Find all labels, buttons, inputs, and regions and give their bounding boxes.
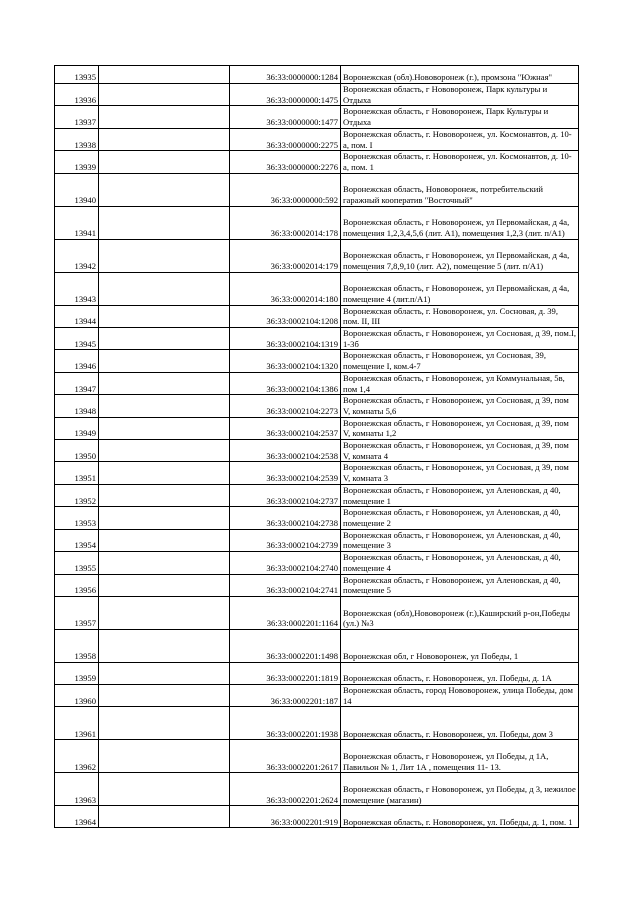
address: Воронежская область, г Нововоронеж, Парк культуры и Отдыха (341, 84, 579, 106)
table-row (55, 417, 579, 439)
row-number: 13960 (55, 684, 99, 706)
address: Воронежская область, г Нововоронеж, ул Сосновая, д 39, пом V, комната 3 (341, 462, 579, 484)
address: Воронежская область, г Нововоронеж, ул Первомайская, д 4а, помещение 4 (лит.п/А1) (341, 272, 579, 305)
table-row (55, 128, 579, 150)
row-number: 13952 (55, 484, 99, 506)
address: Воронежская область, г. Нововоронеж, ул. Победы, д. 1, пом. 1 (341, 806, 579, 828)
cadastral-number: 36:33:0002104:2273 (230, 395, 341, 417)
address: Воронежская область, г. Нововоронеж, ул. Сосновая, д. 39, пом. II, III (341, 305, 579, 327)
row-number: 13942 (55, 239, 99, 272)
row-number: 13943 (55, 272, 99, 305)
cadastral-number: 36:33:0002104:1319 (230, 328, 341, 350)
row-number: 13953 (55, 507, 99, 529)
cadastral-number: 36:33:0002201:2617 (230, 740, 341, 773)
table-row (55, 707, 579, 740)
row-number: 13938 (55, 128, 99, 150)
address: Воронежская область, г Нововоронеж, ул Первомайская, д 4а, помещения 7,8,9,10 (лит. А2), помещение 5 (лит. п/А1) (341, 239, 579, 272)
empty-cell (99, 417, 230, 439)
table-row (55, 574, 579, 596)
empty-cell (99, 239, 230, 272)
address: Воронежская область, г Нововоронеж, ул Аленовская, д 40, помещение 4 (341, 552, 579, 574)
row-number: 13954 (55, 529, 99, 551)
table-row (55, 206, 579, 239)
empty-cell (99, 507, 230, 529)
address: Воронежская область, г Нововоронеж, ул Аленовская, д 40, помещение 2 (341, 507, 579, 529)
empty-cell (99, 350, 230, 372)
cadastral-number: 36:33:0002104:2738 (230, 507, 341, 529)
address: Воронежская область, г Нововоронеж, ул Аленовская, д 40, помещение 1 (341, 484, 579, 506)
empty-cell (99, 372, 230, 394)
address: Воронежская область, г Нововоронеж, ул Сосновая, д 39, пом V, комнаты 1,2 (341, 417, 579, 439)
cadastral-number: 36:33:0002014:178 (230, 206, 341, 239)
table-row (55, 106, 579, 128)
table-row (55, 507, 579, 529)
table-row (55, 484, 579, 506)
table-row (55, 328, 579, 350)
cadastral-number: 36:33:0002104:1386 (230, 372, 341, 394)
cadastral-number: 36:33:0002104:2537 (230, 417, 341, 439)
row-number: 13946 (55, 350, 99, 372)
row-number: 13939 (55, 151, 99, 173)
empty-cell (99, 552, 230, 574)
cadastral-number: 36:33:0002104:1320 (230, 350, 341, 372)
cadastral-number: 36:33:0002104:2740 (230, 552, 341, 574)
cadastral-number: 36:33:0002201:187 (230, 684, 341, 706)
row-number: 13950 (55, 440, 99, 462)
cadastral-number: 36:33:0002104:2539 (230, 462, 341, 484)
address: Воронежская обл, г Нововоронеж, ул Победы, 1 (341, 629, 579, 662)
row-number: 13949 (55, 417, 99, 439)
cadastral-number: 36:33:0002104:2741 (230, 574, 341, 596)
empty-cell (99, 707, 230, 740)
cadastral-number: 36:33:0002104:2737 (230, 484, 341, 506)
row-number: 13937 (55, 106, 99, 128)
empty-cell (99, 305, 230, 327)
empty-cell (99, 84, 230, 106)
cadastral-number: 36:33:0002201:1164 (230, 596, 341, 629)
row-number: 13961 (55, 707, 99, 740)
row-number: 13962 (55, 740, 99, 773)
empty-cell (99, 806, 230, 828)
cadastral-number: 36:33:0002104:2538 (230, 440, 341, 462)
empty-cell (99, 328, 230, 350)
empty-cell (99, 66, 230, 84)
cadastral-number: 36:33:0000000:2275 (230, 128, 341, 150)
cadastral-number: 36:33:0002104:2739 (230, 529, 341, 551)
empty-cell (99, 773, 230, 806)
empty-cell (99, 684, 230, 706)
empty-cell (99, 462, 230, 484)
table-row (55, 552, 579, 574)
empty-cell (99, 106, 230, 128)
address: Воронежская область, г Нововоронеж, ул Аленовская, д 40, помещение 5 (341, 574, 579, 596)
empty-cell (99, 740, 230, 773)
table-row (55, 84, 579, 106)
row-number: 13959 (55, 662, 99, 684)
empty-cell (99, 440, 230, 462)
table-row (55, 806, 579, 828)
property-registry-table (54, 65, 579, 828)
empty-cell (99, 173, 230, 206)
address: Воронежская область, г Нововоронеж, ул Победы, д 3, нежилое помещение (магазин) (341, 773, 579, 806)
cadastral-number: 36:33:0002104:1208 (230, 305, 341, 327)
empty-cell (99, 484, 230, 506)
row-number: 13955 (55, 552, 99, 574)
row-number: 13947 (55, 372, 99, 394)
cadastral-number: 36:33:0000000:2276 (230, 151, 341, 173)
empty-cell (99, 272, 230, 305)
address: Воронежская область, г Нововоронеж, ул Сосновая, д 39, пом V, комнаты 5,6 (341, 395, 579, 417)
table-row (55, 66, 579, 84)
empty-cell (99, 662, 230, 684)
address: Воронежская область, город Нововоронеж, улица Победы, дом 14 (341, 684, 579, 706)
table-row (55, 684, 579, 706)
table-row (55, 629, 579, 662)
address: Воронежская (обл),Нововоронеж (г.),Каширский р-он,Победы (ул.) №3 (341, 596, 579, 629)
cadastral-number: 36:33:0002201:1498 (230, 629, 341, 662)
row-number: 13956 (55, 574, 99, 596)
row-number: 13936 (55, 84, 99, 106)
table-row (55, 350, 579, 372)
empty-cell (99, 151, 230, 173)
cadastral-number: 36:33:0000000:1475 (230, 84, 341, 106)
cadastral-number: 36:33:0002014:179 (230, 239, 341, 272)
empty-cell (99, 596, 230, 629)
address: Воронежская область, г Нововоронеж, ул Сосновая, 39, помещение I, ком.4-7 (341, 350, 579, 372)
cadastral-number: 36:33:0000000:1284 (230, 66, 341, 84)
empty-cell (99, 395, 230, 417)
row-number: 13964 (55, 806, 99, 828)
row-number: 13951 (55, 462, 99, 484)
row-number: 13963 (55, 773, 99, 806)
empty-cell (99, 128, 230, 150)
address: Воронежская область, г. Нововоронеж, ул. Космонавтов, д. 10-а, пом. I (341, 128, 579, 150)
table-row (55, 395, 579, 417)
address: Воронежская область, г Нововоронеж, ул Победы, д 1А, Павильон № 1, Лит 1А , помещения 11- 13. (341, 740, 579, 773)
address: Воронежская область, г Нововоронеж, Парк Культуры и Отдыха (341, 106, 579, 128)
table-row (55, 740, 579, 773)
row-number: 13957 (55, 596, 99, 629)
address: Воронежская область, г Нововоронеж, ул Коммунальная, 5в, пом 1,4 (341, 372, 579, 394)
registry-sheet (54, 65, 578, 828)
table-row (55, 662, 579, 684)
row-number: 13935 (55, 66, 99, 84)
cadastral-number: 36:33:0000000:592 (230, 173, 341, 206)
address: Воронежская (обл).Нововоронеж (г.), промзона "Южная" (341, 66, 579, 84)
table-row (55, 372, 579, 394)
empty-cell (99, 574, 230, 596)
cadastral-number: 36:33:0002014:180 (230, 272, 341, 305)
cadastral-number: 36:33:0002201:919 (230, 806, 341, 828)
address: Воронежская область, г. Нововоронеж, ул. Космонавтов, д. 10-а, пом. 1 (341, 151, 579, 173)
table-row (55, 305, 579, 327)
row-number: 13941 (55, 206, 99, 239)
table-row (55, 529, 579, 551)
row-number: 13948 (55, 395, 99, 417)
address: Воронежская область, г Нововоронеж, ул Аленовская, д 40, помещение 3 (341, 529, 579, 551)
table-row (55, 440, 579, 462)
empty-cell (99, 629, 230, 662)
row-number: 13958 (55, 629, 99, 662)
table-row (55, 596, 579, 629)
address: Воронежская область, г Нововоронеж, ул Сосновая, д 39, пом V, комната 4 (341, 440, 579, 462)
table-row (55, 773, 579, 806)
table-row (55, 173, 579, 206)
row-number: 13944 (55, 305, 99, 327)
empty-cell (99, 206, 230, 239)
cadastral-number: 36:33:0000000:1477 (230, 106, 341, 128)
cadastral-number: 36:33:0002201:1819 (230, 662, 341, 684)
address: Воронежская область, г. Нововоронеж, ул. Победы, д. 1А (341, 662, 579, 684)
table-row (55, 462, 579, 484)
address: Воронежская область, г. Нововоронеж, ул. Победы, дом 3 (341, 707, 579, 740)
table-row (55, 151, 579, 173)
row-number: 13940 (55, 173, 99, 206)
address: Воронежская область, Нововоронеж, потребительский гаражный кооператив "Восточный" (341, 173, 579, 206)
row-number: 13945 (55, 328, 99, 350)
table-row (55, 272, 579, 305)
empty-cell (99, 529, 230, 551)
cadastral-number: 36:33:0002201:1938 (230, 707, 341, 740)
table-row (55, 239, 579, 272)
address: Воронежская область, г Нововоронеж, ул Сосновая, д 39, пом.I, 1-3б (341, 328, 579, 350)
cadastral-number: 36:33:0002201:2624 (230, 773, 341, 806)
address: Воронежская область, г Нововоронеж, ул Первомайская, д 4а, помещения 1,2,3,4,5,6 (лит. А1), помещения 1,2,3 (лит. п/А1) (341, 206, 579, 239)
